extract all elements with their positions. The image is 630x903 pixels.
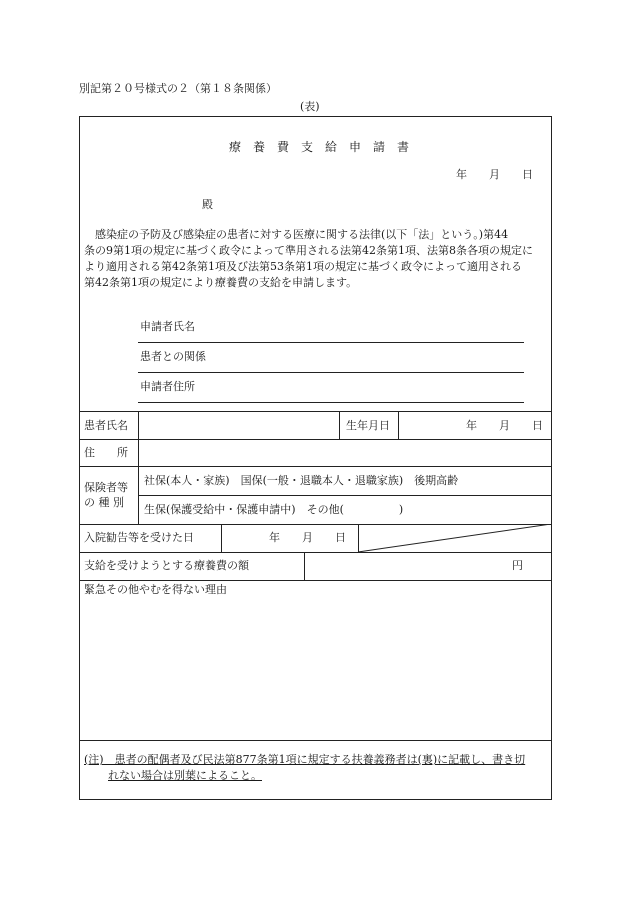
amount-label: 支給を受けようとする療養費の額 (84, 559, 249, 572)
amount-unit: 円 (512, 559, 523, 572)
insurance-options-row-2[interactable]: 生保(保護受給中・保護申請中) その他( ) (144, 503, 404, 516)
applicant-address-label: 申請者住所 (140, 380, 195, 393)
insurance-label-1: 保険者等 (84, 481, 128, 494)
body-line-3: より適用される第42条第1項及び法第53条第1項の規定に基づく政令によって適用される (84, 260, 522, 273)
insurance-options-row-1[interactable]: 社保(本人・家族) 国保(一般・退職本人・退職家族) 後期高齢 (144, 474, 459, 487)
birthdate-label: 生年月日 (346, 419, 390, 432)
diagonal-strike (358, 524, 551, 552)
birthdate-value[interactable]: 年 月 日 (466, 419, 543, 432)
body-line-2: 条の9第1項の規定に基づく政令によって準用される法第42条第1項、法第8条各項の規定に (84, 244, 533, 257)
side-label: (表) (300, 100, 320, 113)
application-form (79, 116, 552, 800)
reason-label: 緊急その他やむを得ない理由 (84, 583, 227, 596)
address-field[interactable] (139, 440, 549, 465)
reason-field[interactable] (81, 599, 549, 738)
addressee-suffix: 殿 (202, 198, 213, 211)
applicant-name-label: 申請者氏名 (140, 320, 195, 333)
admission-date-value[interactable]: 年 月 日 (269, 531, 346, 544)
note-line-2: れない場合は別葉によること。 (108, 769, 262, 782)
form-number: 別記第２０号様式の２（第１８条関係） (79, 82, 277, 95)
form-title: 療 養 費 支 給 申 請 書 (229, 140, 410, 154)
insurance-label-2: の 種 別 (84, 496, 124, 509)
address-label: 住 所 (84, 446, 128, 459)
applicant-relation-line[interactable] (138, 372, 524, 373)
patient-name-label: 患者氏名 (84, 419, 128, 432)
body-line-4: 第42条第1項の規定により療養費の支給を申請します。 (84, 276, 358, 289)
patient-name-field[interactable] (139, 412, 338, 438)
note-line-1: (注) 患者の配偶者及び民法第877条第1項に規定する扶養義務者は(裏)に記載し、書き切 (84, 753, 526, 766)
admission-label: 入院勧告等を受けた日 (84, 531, 194, 544)
date-line: 年 月 日 (456, 168, 533, 181)
applicant-address-line[interactable] (138, 402, 524, 403)
body-line-1: 感染症の予防及び感染症の患者に対する医療に関する法律(以下「法」という。)第44 (84, 228, 509, 241)
applicant-name-line[interactable] (138, 342, 524, 343)
applicant-relation-label: 患者との関係 (140, 350, 206, 363)
